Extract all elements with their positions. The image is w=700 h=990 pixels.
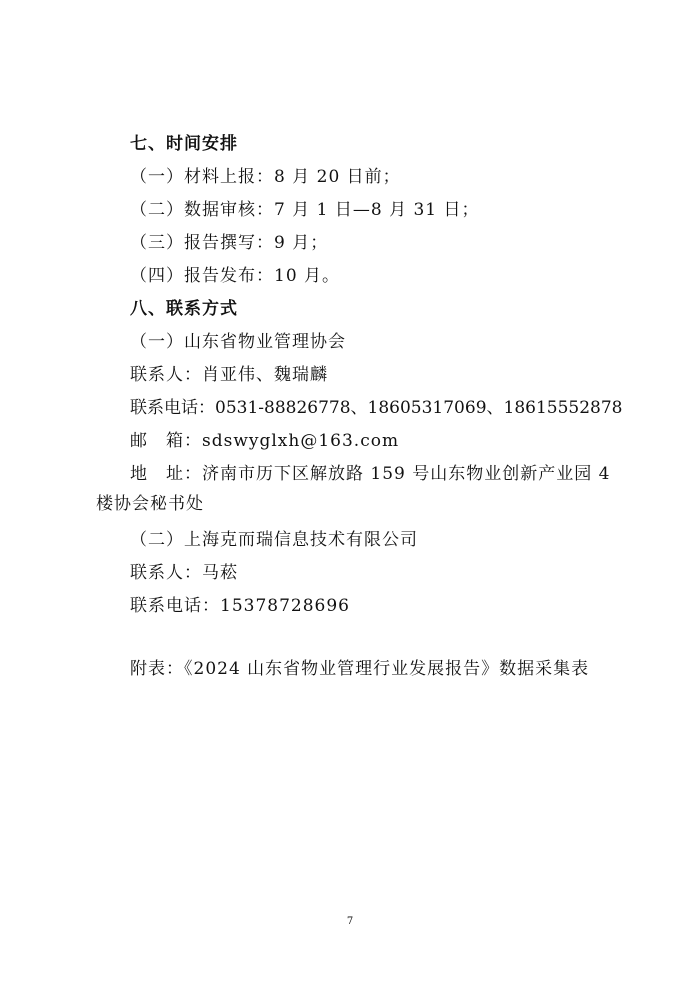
org-1-email: 邮 箱：sdswyglxh@163.com bbox=[130, 431, 400, 451]
schedule-item-2: （二）数据审核：7 月 1 日—8 月 31 日； bbox=[130, 200, 480, 220]
attachment-line: 附表：《2024 山东省物业管理行业发展报告》数据采集表 bbox=[130, 659, 590, 679]
org-2-phone: 联系电话：15378728696 bbox=[130, 596, 350, 616]
org-1-contact-person: 联系人：肖亚伟、魏瑞麟 bbox=[130, 365, 328, 385]
page-number: 7 bbox=[346, 916, 354, 927]
schedule-item-3: （三）报告撰写：9 月； bbox=[130, 233, 329, 253]
org-1-name: （一）山东省物业管理协会 bbox=[130, 332, 346, 352]
org-2-name: （二）上海克而瑞信息技术有限公司 bbox=[130, 530, 418, 550]
schedule-item-1: （一）材料上报：8 月 20 日前； bbox=[130, 167, 401, 187]
org-1-address-line-1: 地 址：济南市历下区解放路 159 号山东物业创新产业园 4 bbox=[130, 464, 611, 484]
section-8-heading: 八、联系方式 bbox=[130, 299, 238, 319]
org-2-contact-person: 联系人：马菘 bbox=[130, 563, 238, 583]
schedule-item-4: （四）报告发布：10 月。 bbox=[130, 266, 341, 286]
org-1-address-line-2: 楼协会秘书处 bbox=[96, 494, 204, 514]
org-1-phone: 联系电话：0531-88826778、18605317069、18615552878 bbox=[130, 398, 623, 418]
section-7-heading: 七、时间安排 bbox=[130, 134, 238, 154]
